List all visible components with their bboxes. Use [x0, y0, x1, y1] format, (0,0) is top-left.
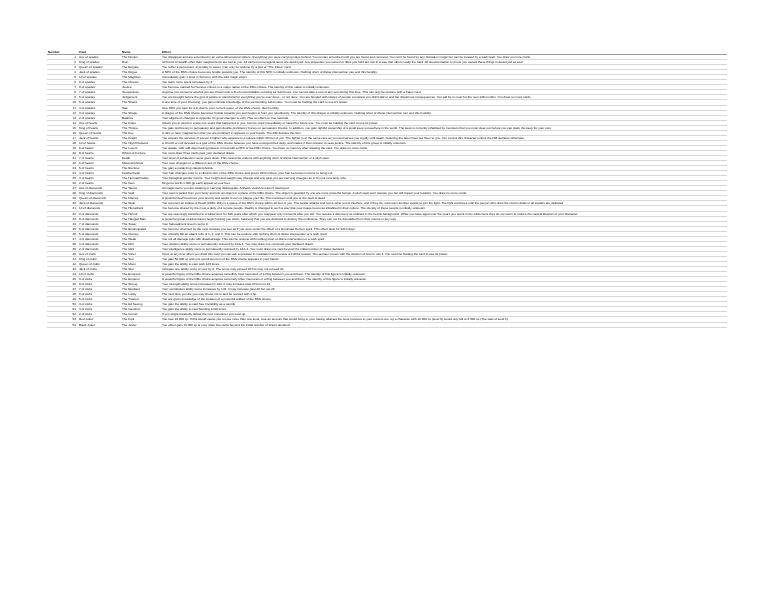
cell-number[interactable]: 53 — [47, 317, 78, 322]
cell-name[interactable]: The Key — [121, 130, 161, 135]
cell-card[interactable]: 3 of diamonds — [78, 241, 121, 246]
cell-card[interactable]: 9 of spades — [78, 80, 121, 85]
cell-number[interactable]: 39 — [47, 246, 78, 251]
card-effects-table — [47, 50, 727, 328]
cell-name[interactable]: Justice — [121, 85, 161, 90]
header-name[interactable]: Name — [121, 50, 161, 55]
cell-name[interactable]: The Weak — [121, 236, 161, 241]
cell-name[interactable]: The Cautious — [121, 307, 161, 312]
cell-effect[interactable]: Your wisdom ability score is permanently reduced by 1d4+1. You may draw one card past your declared draws. — [161, 241, 727, 246]
cell-number[interactable]: 28 — [47, 191, 78, 196]
cell-effect[interactable]: A powerful figure of the DMs choice acquires extremely bitter memories of a fling between you and them. The identity of this figure is initially unknown. — [161, 277, 727, 282]
cell-name[interactable]: Balance — [121, 115, 161, 120]
cell-name[interactable]: The Talons — [121, 186, 161, 191]
cell-number[interactable]: 49 — [47, 297, 78, 302]
cell-number[interactable]: 29 — [47, 196, 78, 201]
header-effect[interactable]: Effect — [161, 50, 727, 55]
cell-number[interactable]: 2 — [47, 60, 78, 65]
cell-card[interactable]: 5 of clubs — [78, 297, 121, 302]
cell-name[interactable]: The Jester — [121, 322, 161, 327]
cell-name[interactable]: The Fates — [121, 120, 161, 125]
cell-card[interactable]: 6 of hearts — [78, 161, 121, 166]
cell-number[interactable]: 51 — [47, 307, 78, 312]
cell-card[interactable]: 8 of diamonds — [78, 216, 121, 221]
cell-name[interactable]: The Hermit — [121, 211, 161, 216]
cell-number[interactable]: 40 — [47, 251, 78, 256]
cell-name[interactable]: The Idiot — [121, 246, 161, 251]
cell-card[interactable]: Queen of clubs — [78, 261, 121, 266]
cell-card[interactable]: 2 of clubs — [78, 312, 121, 317]
cell-name[interactable]: The Euryale — [121, 65, 161, 70]
cell-name[interactable]: The Hierophant — [121, 206, 161, 211]
cell-card[interactable]: 10 of diamonds — [78, 206, 121, 211]
table-body — [47, 55, 727, 328]
cell-number[interactable]: 3 — [47, 65, 78, 70]
cell-number[interactable]: 43 — [47, 267, 78, 272]
cell-name[interactable]: The Moon — [121, 261, 161, 266]
cell-name[interactable]: The Hanged Man — [121, 216, 161, 221]
cell-effect[interactable]: A powerful devil becomes your enemy and seeks to ruin or plague your life. This continues until you or the devil is dead. — [161, 196, 727, 201]
cell-card[interactable]: 7 of hearts — [78, 155, 121, 160]
cell-name[interactable]: The Throne — [121, 125, 161, 130]
cell-card[interactable]: 8 of hearts — [78, 150, 121, 155]
cell-number[interactable]: 12 — [47, 110, 78, 115]
cell-number[interactable]: 18 — [47, 140, 78, 145]
cell-effect[interactable]: Once at any time when you draw this card you can ask a question in meditation and receive a truthful answer. The answer comes with the wisdom of how to use it. You must be holding the card to use its power. — [161, 251, 727, 256]
cell-effect[interactable]: You lose 10 000 xp. If this would cause you to lose more than one level, lose an amount that would bring to your having attained the level previous to your current one. eg a character with 10 000 xp (level 6) would only fall to 6 500 xp (The start of level 5) — [161, 317, 727, 322]
cell-effect[interactable]: One NPC you care for a is vital to your current quest, of the DMs choice, dies horribly. — [161, 105, 727, 110]
cell-card[interactable]: 2 of hearts — [78, 181, 121, 186]
cell-card[interactable]: Black Joker — [78, 322, 121, 327]
cell-number[interactable]: 34 — [47, 221, 78, 226]
cell-effect[interactable]: You are seemingly banished to a wilderness for 6d6 years after which you reappear only moments after you left. You receive a discovery as outlined in the hermit background. While you have aged over the years you spent in the wilderness they do not seem to reduce the natural lifespan of your character. — [161, 211, 727, 216]
cell-name[interactable]: The Shield — [121, 100, 161, 105]
cell-card[interactable]: King of clubs — [78, 256, 121, 261]
cell-card[interactable]: Jack of spades — [78, 70, 121, 75]
cell-card[interactable]: 4 of hearts — [78, 171, 121, 176]
cell-card[interactable]: Jack of diamonds — [78, 201, 121, 206]
cell-card[interactable]: Ace of clubs — [78, 251, 121, 256]
cell-effect[interactable]: 50 gems worth 1 000 gp each appear at your feet. — [161, 181, 727, 186]
cell-number[interactable]: 26 — [47, 181, 78, 186]
cell-name[interactable]: The Fool — [121, 317, 161, 322]
cell-name[interactable]: The Hermaphrodite — [121, 176, 161, 181]
cell-card[interactable]: 3 of clubs — [78, 307, 121, 312]
cell-effect[interactable]: You summon an Avatar of Death (DMG 164) in a space of the DM's choice within 10 feet of you. The avatar attacks and some other not to interfere, and if they do, summons another avatar to join the fight. The fight continues until the person who drew the card is dead or all avatars are defeated. — [161, 201, 727, 206]
cell-number[interactable]: 47 — [47, 287, 78, 292]
cell-effect[interactable]: All forms of wealth other than magical items are lost to you. All carried non-magical items are destroyed. Any properties you owned or titles you held are lost in a way that others really the hard. All documentation to prove you owned these things is destroyed as well. — [161, 60, 727, 65]
cell-card[interactable]: 2 of spades — [78, 115, 121, 120]
cell-card[interactable]: 4 of clubs — [78, 302, 121, 307]
cell-effect[interactable]: You become marked for heinous crimes in a major nation of the DM's choice. The identity of this nation is initially unknown. — [161, 85, 727, 90]
cell-effect[interactable]: You become shared by the most a deity of a remote people. Reality is changed in such a way that your image becomes inhabited in their culture. The identity of these people is initially unknown. — [161, 206, 727, 211]
cell-card[interactable]: Ace of hearts — [78, 120, 121, 125]
cell-effect[interactable]: You become charmed by the next creature you see as if you were under the effect of a Dominate Person spell. This effect lasts for 2d10 days. — [161, 226, 727, 231]
cell-number[interactable]: 8 — [47, 90, 78, 95]
cell-effect[interactable]: You gain the ability to cast See Invisibility as a cantrip. — [161, 302, 727, 307]
cell-number[interactable]: 23 — [47, 166, 78, 171]
cell-number[interactable]: 32 — [47, 211, 78, 216]
cell-name[interactable]: The Emancipated — [121, 226, 161, 231]
cell-effect[interactable]: A one time of your choosing, you gain intimate knowledge of the surrounding 1d10 miles. You must be holding the card to use it's power. — [161, 100, 727, 105]
cell-number[interactable]: 54 — [47, 322, 78, 327]
cell-name[interactable]: The Ed Seeing — [121, 302, 161, 307]
cell-number[interactable]: 11 — [47, 105, 78, 110]
cell-card[interactable]: King of diamonds — [78, 191, 121, 196]
cell-card[interactable]: Ace of diamonds — [78, 186, 121, 191]
cell-name[interactable]: The Comet — [121, 312, 161, 317]
cell-name[interactable]: The Chance — [121, 80, 161, 85]
cell-number[interactable]: 48 — [47, 292, 78, 297]
cell-effect[interactable]: You gain the ability to cast Sending 1d10 times. — [161, 307, 727, 312]
cell-number[interactable]: 15 — [47, 125, 78, 130]
cell-effect[interactable]: You gain 50 000 xp and one wondrous item of the DMs choice appears in your hands. — [161, 256, 727, 261]
cell-effect[interactable]: You acquire the services of a level 4 fighter who appears in a square within 30 feet of you. The fighter is of the same race as you and serves you loyally until death, believing the fates have led them to you. You control this character unless the DM declares otherwise. — [161, 135, 727, 140]
cell-effect[interactable]: Your soul is pulled from your body and into an object in a plane of the DMs choice. The object is guarded by one are more powerful beings. A wish spell can't release you but will impart your location. You draw no more cards. — [161, 191, 727, 196]
cell-card[interactable]: Jack of clubs — [78, 267, 121, 272]
cell-number[interactable]: 13 — [47, 115, 78, 120]
cell-name[interactable]: The Knight — [121, 135, 161, 140]
cell-number[interactable]: 20 — [47, 150, 78, 155]
cell-name[interactable]: The Vizier — [121, 251, 161, 256]
cell-card[interactable]: 2 of diamonds — [78, 246, 121, 251]
cell-number[interactable]: 31 — [47, 206, 78, 211]
cell-effect[interactable]: You gain proficiency in persuasion and gain double proficiency bonus on persuasion checks. In addition, you gain rightful ownership of a small keep somewhere in the world. The keep is currently inhabited by monsters that you must clear out before you can claim the keep for your own. — [161, 125, 727, 130]
cell-name[interactable]: The Trusted — [121, 297, 161, 302]
cell-effect[interactable]: A powerful group of adventurers begin hunting you down, believing that you are destined to destroy the multiverse. They can not be dissuaded from their course in any way. — [161, 216, 727, 221]
cell-effect[interactable]: The next time you die you may chose not to and be revived with 1 hp. — [161, 292, 727, 297]
table-row — [47, 322, 727, 327]
cell-card[interactable]: 8 of clubs — [78, 282, 121, 287]
cell-number[interactable]: 5 — [47, 75, 78, 80]
cell-card[interactable]: 10 of spades — [78, 75, 121, 80]
cell-name[interactable]: Star — [121, 105, 161, 110]
cell-number[interactable]: 24 — [47, 171, 78, 176]
cell-effect[interactable]: Your intelligence ability score is permanently reduced by 1d4+1. You must draw one card beyond the initial number of draws declared. — [161, 246, 727, 251]
cell-card[interactable]: 8 of spades — [78, 85, 121, 90]
cell-number[interactable]: 30 — [47, 201, 78, 206]
cell-effect[interactable]: You suffer a permanent -2 penalty to saves. Can only be undone by a god or "The Fates" card. — [161, 65, 727, 70]
cell-card[interactable]: Ace of spades — [78, 55, 121, 60]
cell-number[interactable]: 42 — [47, 261, 78, 266]
cell-effect[interactable]: You critically fail an attack rolls of 1, 2, and 3. This can be undone with nothing short of divine intervention or a wish spell. — [161, 231, 727, 236]
cell-name[interactable]: The Strong — [121, 282, 161, 287]
cell-name[interactable]: The Rogue — [121, 70, 161, 75]
cell-number[interactable]: 1 — [47, 55, 78, 60]
cell-card[interactable]: Queen of diamonds — [78, 196, 121, 201]
cell-name[interactable]: The Shape — [121, 110, 161, 115]
cell-effect[interactable]: Increase one ability score of your by 2. The score may exceed 20 but may not exceed 24. — [161, 267, 727, 272]
cell-effect[interactable]: A powerful figure of the DMs choice acquires incredibly fond memories of a fling between you and them. The identity of this figure is initially unknown. — [161, 272, 727, 277]
cell-name[interactable]: Judgement — [121, 95, 161, 100]
cell-number[interactable]: 52 — [47, 312, 78, 317]
cell-card[interactable]: 7 of spades — [78, 90, 121, 95]
cell-name[interactable]: The High Priestess — [121, 140, 161, 145]
cell-effect[interactable]: You awake, with 1d8 days having passed, in bed with a NPC of the DMs choice. You have no memory after drawing the card. You draw no more cards. — [161, 145, 727, 150]
cell-card[interactable]: King of hearts — [78, 125, 121, 130]
cell-name[interactable]: The Magician — [121, 75, 161, 80]
cell-name[interactable]: The Emperor — [121, 277, 161, 282]
cell-name[interactable]: The Clumsy — [121, 231, 161, 236]
cell-card[interactable]: 9 of clubs — [78, 277, 121, 282]
cell-effect[interactable]: A NPC of the DM's choice becomes hostile towards you. The identity of this NPC is initially unknown. Nothing short of divine intervention can end this hostility. — [161, 70, 727, 75]
cell-card[interactable]: 5 of spades — [78, 100, 121, 105]
cell-effect[interactable]: Immediately gain 1 level in Sorcerer with the wild magic origin. — [161, 75, 727, 80]
cell-number[interactable]: 36 — [47, 231, 78, 236]
cell-card[interactable]: 3 of spades — [78, 110, 121, 115]
cell-number[interactable]: 6 — [47, 80, 78, 85]
cell-name[interactable]: The Skull — [121, 201, 161, 206]
cell-number[interactable]: 9 — [47, 95, 78, 100]
cell-effect[interactable]: You either gain 10 000 xp or may draw two cards beyond the initial number of draws declared. — [161, 322, 727, 327]
cell-number[interactable]: 21 — [47, 155, 78, 160]
cell-number[interactable]: 7 — [47, 85, 78, 90]
cell-number[interactable]: 16 — [47, 130, 78, 135]
cell-name[interactable]: The Flames — [121, 196, 161, 201]
cell-card[interactable]: 9 of hearts — [78, 145, 121, 150]
cell-number[interactable]: 4 — [47, 70, 78, 75]
cell-number[interactable]: 37 — [47, 236, 78, 241]
spreadsheet — [47, 50, 727, 328]
cell-card[interactable]: 6 of spades — [78, 95, 121, 100]
cell-effect[interactable]: All magic items you are wearing or carrying disintegrate. Artifacts vanish but aren't destroyed. — [161, 186, 727, 191]
cell-effect[interactable]: You roll all damage rolls with disadvantage. This can be undone with nothing short of divine intervention or a wish spell. — [161, 236, 727, 241]
cell-effect[interactable]: Your constitution ability score increases by 1d4. It may increase past 20 but not 24. — [161, 287, 727, 292]
cell-name[interactable]: The Lucky — [121, 292, 161, 297]
cell-effect[interactable]: Your strength ability score increases by 1d4. It may increase past 20 but not 24. — [161, 282, 727, 287]
cell-number[interactable]: 45 — [47, 277, 78, 282]
cell-card[interactable]: King of spades — [78, 60, 121, 65]
cell-number[interactable]: 14 — [47, 120, 78, 125]
cell-number[interactable]: 38 — [47, 241, 78, 246]
cell-number[interactable]: 17 — [47, 135, 78, 140]
cell-effect[interactable]: You are given knowledge of the location of a powerful artifact of the DMs choice. — [161, 297, 727, 302]
cell-effect[interactable]: Anytime you consume alcohol you are thrown into a fit of uncontrollable vomiting for 2d4 hours. You cannot take a rest of any sort during this time. This can only be undone with a Fates card. — [161, 90, 727, 95]
cell-effect[interactable]: You learn more spent increases by 4. — [161, 80, 727, 85]
cell-name[interactable]: The Tower — [121, 221, 161, 226]
cell-number[interactable]: 41 — [47, 256, 78, 261]
cell-effect[interactable]: You disappear and are entombed in an extra-dimensional sphere. Everything you were carrying stays behind. You remain entombed until you are found and removed. You can't be found by any divination magic but can be located by a wish spell. You draw no more cards. — [161, 55, 727, 60]
cell-effect[interactable]: Your hair changes color to a vibrant color of the DMs choice and grows 2d12 inches, your hair becomes immune to being cut. — [161, 171, 727, 176]
cell-effect[interactable]: Your level of exhaustion never goes down. This cannot be undone with anything short of divine intervention or a wish spell. — [161, 155, 727, 160]
cell-name[interactable]: Death — [121, 155, 161, 160]
header-card[interactable]: Card — [78, 50, 121, 55]
cell-card[interactable]: 6 of clubs — [78, 292, 121, 297]
cell-effect[interactable]: A dragon of the DMs choice becomes hostile towards you and begins to hunt you relentlessly. The identity of this dragon is initially unknown. Nothing short of divine intervention can end this hostility. — [161, 110, 727, 115]
cell-number[interactable]: 22 — [47, 161, 78, 166]
cell-number[interactable]: 46 — [47, 282, 78, 287]
cell-name[interactable]: Metamorphosis — [121, 161, 161, 166]
cell-card[interactable]: 9 of diamonds — [78, 211, 121, 216]
cell-effect[interactable]: Allows you to avoid or erase one event that happened to you. Can be used immediately or saved for future use. You must be holding the card to use its power. — [161, 120, 727, 125]
cell-name[interactable]: The Gem — [121, 181, 161, 186]
cell-number[interactable]: 44 — [47, 272, 78, 277]
cell-number[interactable]: 35 — [47, 226, 78, 231]
cell-name[interactable]: The Donjon — [121, 55, 161, 60]
cell-card[interactable]: Queen of hearts — [78, 130, 121, 135]
cell-name[interactable]: Ruin — [121, 60, 161, 65]
cell-effect[interactable]: Your race changes to a different race of the DMs choice. — [161, 161, 727, 166]
cell-card[interactable]: 10 of hearts — [78, 140, 121, 145]
cell-number[interactable]: 50 — [47, 302, 78, 307]
cell-card[interactable]: 5 of diamonds — [78, 231, 121, 236]
cell-name[interactable]: The Star — [121, 267, 161, 272]
cell-card[interactable]: 7 of diamonds — [78, 221, 121, 226]
cell-card[interactable]: Red Joker — [78, 317, 121, 322]
cell-effect[interactable]: A church or cult devoted to a god of the DMs choice believes you have emerged their deity, and makes it their mission to seek justice. The identity of this group is initially unknown. — [161, 140, 727, 145]
cell-card[interactable]: 3 of hearts — [78, 176, 121, 181]
cell-card[interactable]: 4 of diamonds — [78, 236, 121, 241]
cell-number[interactable]: 33 — [47, 216, 78, 221]
cell-name[interactable]: Featherweak — [121, 171, 161, 176]
cell-name[interactable]: The Recluse — [121, 166, 161, 171]
cell-card[interactable]: 10 of clubs — [78, 272, 121, 277]
cell-card[interactable]: 6 of diamonds — [78, 226, 121, 231]
cell-effect[interactable]: You gain the ability to cast wish 1d3 times. — [161, 261, 727, 266]
cell-name[interactable]: The Empress — [121, 272, 161, 277]
cell-effect[interactable]: You are brought before the god of justice to stand trial for everything you've ever done - or not done. You are flooded with stories of people a lousiest you didn't talk to and the disastrous consequences. You will be in court for the next 1d6 months. You draw no more cards. — [161, 95, 727, 100]
cell-effect[interactable]: A rare or rarer magical item that you are proficient in appears in your hands. The DM decides the item. — [161, 130, 727, 135]
cell-name[interactable]: The Sun — [121, 256, 161, 261]
cell-name[interactable]: Wheel of Fortune — [121, 150, 161, 155]
cell-card[interactable]: 4 of spades — [78, 105, 121, 110]
header-number[interactable]: Number — [47, 50, 78, 55]
cell-number[interactable]: 19 — [47, 145, 78, 150]
cell-card[interactable]: Queen of spades — [78, 65, 121, 70]
cell-name[interactable]: The Void — [121, 191, 161, 196]
cell-effect[interactable]: You gain a paralyzing claustrophobia. — [161, 166, 727, 171]
cell-effect[interactable]: Your alignment changes to opposite (to good changes to evil). Has no effect on true neutrals. — [161, 115, 727, 120]
cell-card[interactable]: Jack of hearts — [78, 135, 121, 140]
cell-effect[interactable]: You must draw three cards past your declared draws. — [161, 150, 727, 155]
cell-number[interactable]: 27 — [47, 186, 78, 191]
cell-name[interactable]: Temperance — [121, 90, 161, 95]
cell-effect[interactable]: Your beheadment level is set to 0. — [161, 221, 727, 226]
cell-number[interactable]: 10 — [47, 100, 78, 105]
cell-name[interactable]: The Lovers — [121, 145, 161, 150]
cell-effect[interactable]: If you single handedly defeat the next encounter you level up. — [161, 312, 727, 317]
cell-card[interactable]: 5 of hearts — [78, 166, 121, 171]
cell-card[interactable]: 7 of clubs — [78, 287, 121, 292]
cell-name[interactable]: The Doll — [121, 241, 161, 246]
cell-effect[interactable]: Your biological gender inverts. Your height and weight may change and any gear you are carrying changes as to fit your new body size. — [161, 176, 727, 181]
cell-number[interactable]: 25 — [47, 176, 78, 181]
cell-name[interactable]: The Resilient — [121, 287, 161, 292]
